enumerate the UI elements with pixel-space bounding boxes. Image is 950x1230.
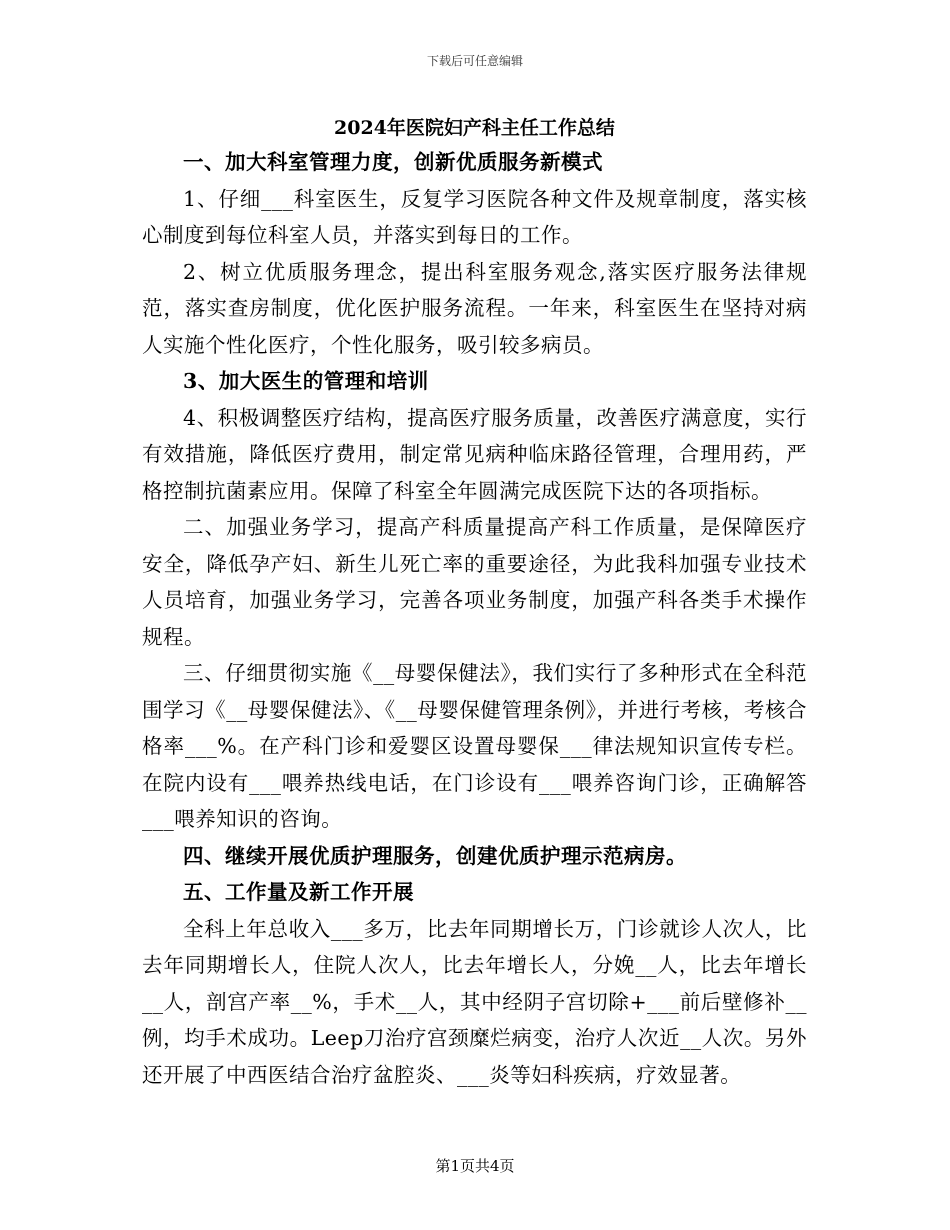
header-note: 下载后可任意编辑	[426, 54, 523, 68]
document-title: 2024年医院妇产科主任工作总结	[334, 117, 615, 139]
paragraph: 全科上年总收入___多万，比去年同期增长万，门诊就诊人次人，比去年同期增长人，住院人次人，比去年增长人，分娩__人，比去年增长__人，剖宫产率__%，手术__人，其中经阴子宫切除+___前后壁修补__例，均手术成功。Leep刀治疗宫颈糜烂病变，治疗人次近__人次。另外还开展了中西医结合治疗盆腔炎、___炎等妇科疾病，疗效显著。	[142, 916, 807, 1087]
paragraph: 2、树立优质服务理念，提出科室服务观念,落实医疗服务法律规范，落实查房制度，优化医护服务流程。一年来，科室医生在坚持对病人实施个性化医疗，个性化服务，吸引较多病员。	[142, 259, 807, 357]
paragraph: 二、加强业务学习，提高产科质量提高产科工作质量，是保障医疗安全，降低孕产妇、新生儿死亡率的重要途径，为此我科加强专业技术人员培育，加强业务学习，完善各项业务制度，加强产科各类手术操作规程。	[142, 515, 807, 649]
subsection-heading: 3、加大医生的管理和培训	[183, 369, 429, 393]
section-heading-1: 一、加大科室管理力度，创新优质服务新模式	[183, 150, 603, 174]
section-heading-4: 四、继续开展优质护理服务，创建优质护理示范病房。	[183, 843, 687, 868]
paragraph: 三、仔细贯彻实施《__母婴保健法》，我们实行了多种形式在全科范围学习《__母婴保健法》、《__母婴保健管理条例》，并进行考核，考核合格率___%。在产科门诊和爱婴区设置母婴保___律法规知识宣传专栏。在院内设有___喂养热线电话，在门诊设有___喂养咨询门诊，正确解答___喂养知识的咨询。	[142, 661, 807, 831]
paragraph: 1、仔细___科室医生，反复学习医院各种文件及规章制度，落实核心制度到每位科室人员，并落实到每日的工作。	[142, 186, 807, 247]
document-body	[142, 112, 807, 1093]
section-heading-5: 五、工作量及新工作开展	[183, 880, 414, 904]
paragraph: 4、积极调整医疗结构，提高医疗服务质量，改善医疗满意度，实行有效措施，降低医疗费用，制定常见病种临床路径管理，合理用药，严格控制抗菌素应用。保障了科室全年圆满完成医院下达的各项指标。	[142, 405, 807, 503]
page-number: 第1页共4页	[435, 1157, 515, 1175]
